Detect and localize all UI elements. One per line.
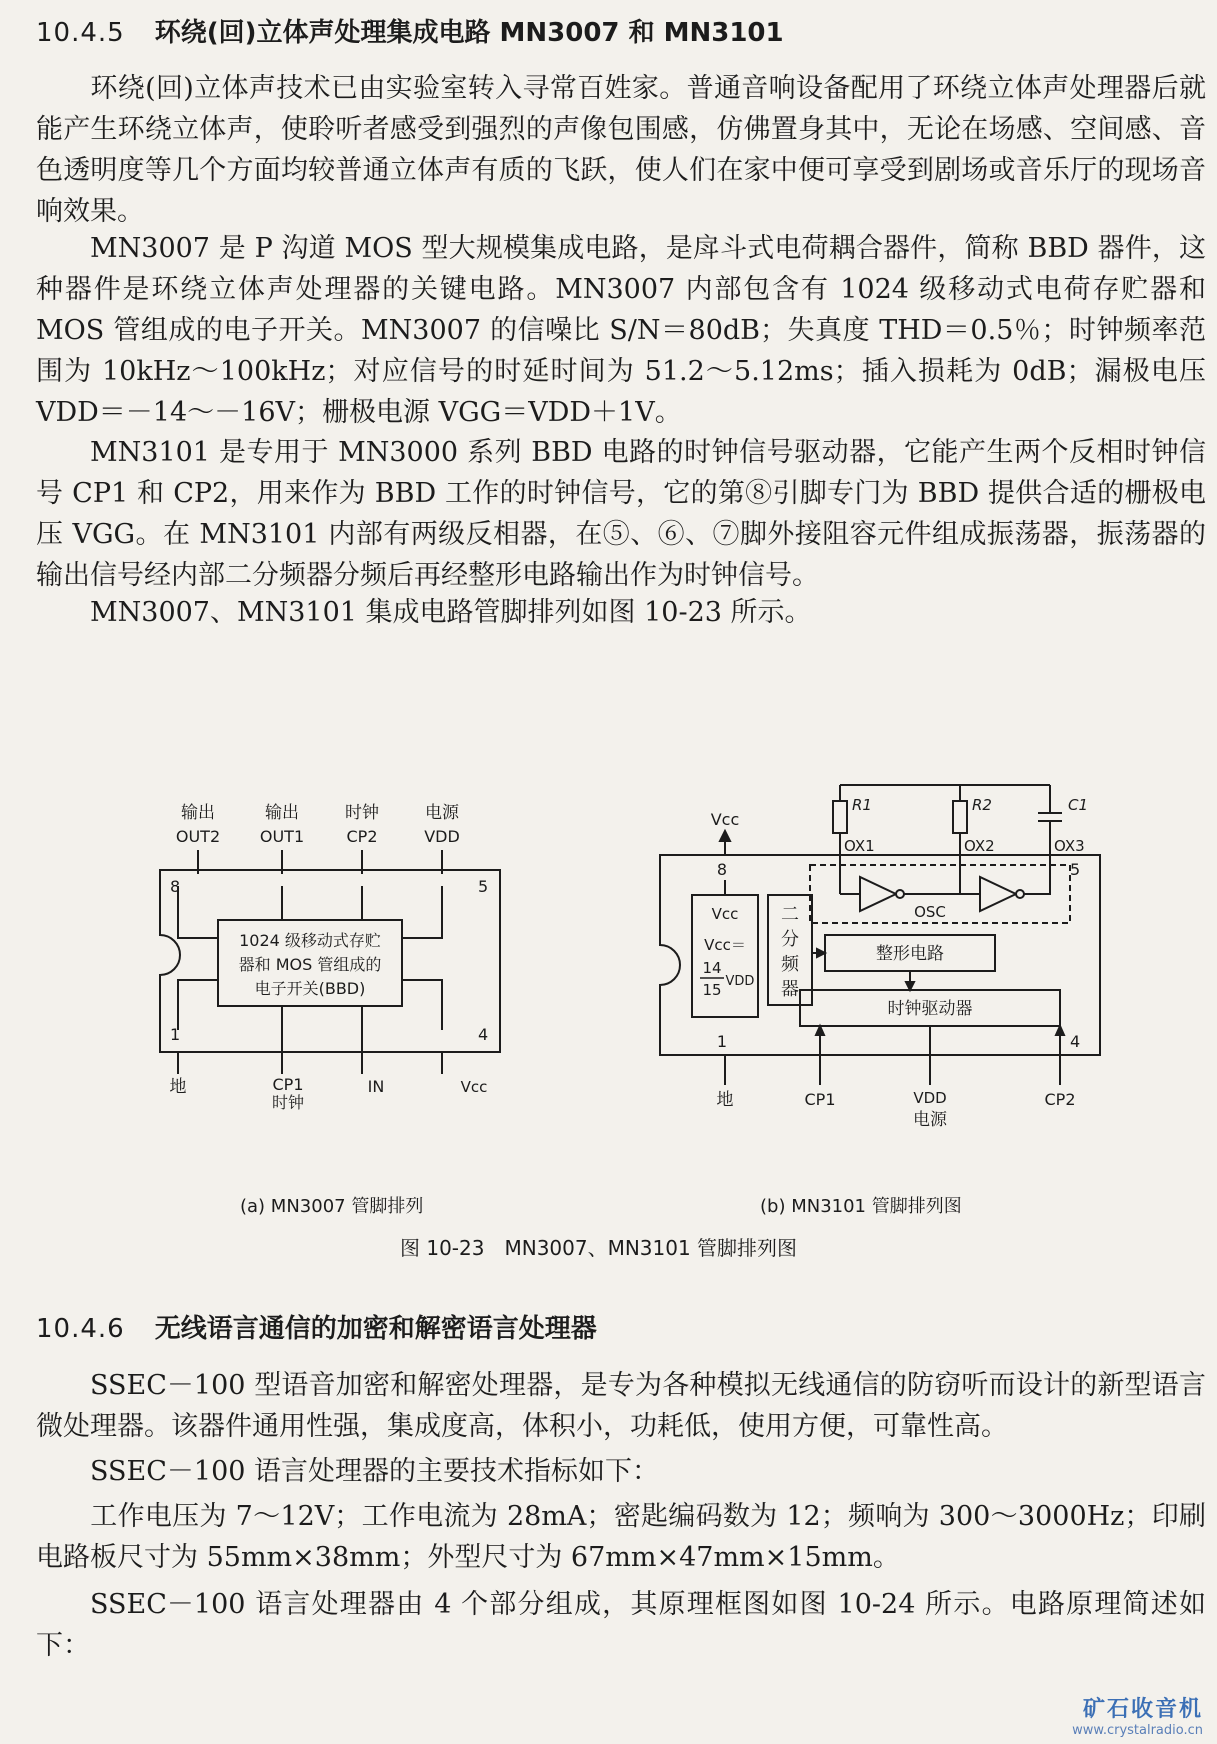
label-out2-cn: 输出 (181, 803, 215, 823)
pin-4: 4 (478, 1025, 489, 1044)
capacitor-gap (1037, 814, 1063, 820)
inverter-2-bubble (1016, 890, 1024, 898)
bbd-text-line3: 电子开关(BBD) (254, 979, 366, 998)
vcc-formula-label: Vcc＝ (704, 936, 746, 954)
section-number: 10.4.6 (36, 1314, 125, 1344)
paragraph-text: MN3101 是专用于 MN3000 系列 BBD 电路的时钟信号驱动器，它能产生两个反相时钟信号 CP1 和 CP2，用来作为 BBD 工作的时钟信号，它的第⑧引脚专门为 BBD 提供合适的栅极电压 VGG。在 MN3101 内部有两级反相器，在⑤、⑥、⑦脚外接阻容元件组成振荡器，振荡器的输出信号经内部二分频器分频后再经整形电路输出作为时钟信号。 (36, 437, 1206, 591)
arrow-icon (906, 982, 914, 990)
figure-a-caption: (a) MN3007 管脚排列 (240, 1196, 424, 1217)
paragraph-8 (36, 1584, 1206, 1666)
pin-8: 8 (170, 877, 181, 896)
label-power: 电源 (913, 1110, 947, 1130)
site-watermark (1072, 1692, 1203, 1738)
paragraph-5 (36, 1365, 1206, 1447)
section-heading-10-4-6 (36, 1308, 597, 1345)
pin-1: 1 (716, 1032, 728, 1051)
fraction-denominator: 15 (702, 981, 722, 999)
label-vcc-bottom: Vcc (460, 1078, 488, 1096)
paragraph-text: SSEC－100 语言处理器的主要技术指标如下： (90, 1456, 660, 1487)
label-vcc-top: Vcc (710, 810, 740, 829)
wire-ground (178, 980, 218, 1030)
wire-out2 (178, 886, 218, 938)
paragraph-3 (36, 432, 1206, 596)
label-in: IN (367, 1077, 385, 1096)
label-out1: OUT1 (259, 827, 305, 846)
section-heading-10-4-5 (36, 12, 784, 49)
label-ox2: OX2 (964, 837, 995, 855)
label-ground: 地 (169, 1077, 187, 1097)
resistor-r2 (953, 801, 967, 833)
section-title: 无线语言通信的加密和解密语言处理器 (154, 1314, 597, 1344)
vcc-block-label: Vcc (711, 905, 739, 923)
label-cp2: CP2 (1044, 1090, 1076, 1109)
arrow-icon (817, 949, 825, 957)
label-r1: R1 (852, 796, 872, 814)
label-cp1: CP1 (804, 1090, 836, 1109)
paragraph-text: 工作电压为 7～12V；工作电流为 28mA；密匙编码数为 12；频响为 300～3000Hz；印刷电路板尺寸为 55mm×38mm；外型尺寸为 67mm×47mm×15mm。 (36, 1501, 1206, 1573)
figure-caption: 图 10-23 MN3007、MN3101 管脚排列图 (400, 1236, 798, 1260)
osc-label: OSC (914, 903, 946, 921)
label-vdd-bottom: VDD (913, 1089, 947, 1107)
paragraph-text: SSEC－100 语言处理器由 4 个部分组成，其原理框图如图 10-24 所示。电路原理简述如下： (36, 1589, 1206, 1661)
paragraph-text: SSEC－100 型语音加密和解密处理器，是专为各种模拟无线通信的防窃听而设计的新型语言微处理器。该器件通用性强，集成度高，体积小，功耗低，使用方便，可靠性高。 (36, 1370, 1206, 1442)
label-vdd: VDD (424, 827, 460, 846)
shaper-label: 整形电路 (876, 944, 944, 964)
label-out1-cn: 输出 (265, 803, 299, 823)
paragraph-4 (36, 592, 1206, 633)
pin-1: 1 (170, 1025, 181, 1044)
paragraph-6 (36, 1451, 1206, 1492)
fraction-vdd: VDD (725, 974, 755, 989)
watermark-title: 矿石收音机 (1082, 1697, 1203, 1722)
label-r2: R2 (972, 796, 992, 814)
pin8-arrow-icon (720, 831, 730, 841)
pin-5: 5 (1070, 860, 1081, 879)
label-c1: C1 (1068, 796, 1089, 814)
mn3007-pinout-diagram (140, 790, 540, 1110)
divider-char-1: 二 (781, 904, 799, 925)
label-cp2: CP2 (346, 827, 378, 846)
paragraph-2 (36, 228, 1206, 433)
bbd-text-line1: 1024 级移动式存贮 (239, 931, 381, 950)
pin-4: 4 (1070, 1032, 1081, 1051)
inverter-1-bubble (896, 890, 904, 898)
driver-label: 时钟驱动器 (887, 999, 973, 1019)
pin-8: 8 (716, 860, 728, 879)
mn3101-pinout-diagram (650, 765, 1110, 1145)
arrow-icon (816, 1026, 824, 1035)
label-power-cn: 电源 (425, 803, 459, 823)
arrow-icon (1056, 1026, 1064, 1035)
resistor-r1 (833, 801, 847, 833)
watermark-url: www.crystalradio.cn (1072, 1723, 1203, 1738)
section-number: 10.4.5 (36, 18, 125, 48)
paragraph-text: MN3007、MN3101 集成电路管脚排列如图 10-23 所示。 (90, 597, 812, 628)
label-out2: OUT2 (175, 827, 221, 846)
figure-b-caption: (b) MN3101 管脚排列图 (760, 1196, 962, 1217)
label-cp1: CP1 (272, 1075, 304, 1094)
fraction-numerator: 14 (702, 959, 722, 977)
paragraph-text: 环绕(回)立体声技术已由实验室转入寻常百姓家。普通音响设备配用了环绕立体声处理器后就能产生环绕立体声，使聆听者感受到强烈的声像包围感，仿佛置身其中，无论在场感、空间感、音色透明度等几个方面均较普通立体声有质的飞跃，使人们在家中便可享受到剧场或音乐厅的现场音响效果。 (36, 73, 1206, 227)
inv2-to-ox3 (1024, 855, 1050, 894)
divider-char-3: 频 (781, 954, 799, 975)
divider-char-2: 分 (781, 929, 799, 950)
label-ox1: OX1 (844, 837, 875, 855)
label-clock-cn: 时钟 (345, 803, 379, 823)
section-title: 环绕(回)立体声处理集成电路 MN3007 和 MN3101 (154, 18, 784, 48)
paragraph-text: MN3007 是 P 沟道 MOS 型大规模集成电路，是戽斗式电荷耦合器件，简称 BBD 器件，这种器件是环绕立体声处理器的关键电路。MN3007 内部包含有 1024 级移动式电荷存贮器和 MOS 管组成的电子开关。MN3007 的信噪比 S/N＝80dB；失真度 THD＝0.5％；时钟频率范围为 10kHz～100kHz；对应信号的时延时间为 51.2～5.12ms；插入损耗为 0dB；漏极电压 VDD＝－14～－16V；栅极电源 VGG＝VDD＋1V。 (36, 233, 1206, 428)
paragraph-1 (36, 68, 1206, 232)
pin-5: 5 (478, 877, 489, 896)
paragraph-7 (36, 1496, 1206, 1578)
inverter-2 (980, 877, 1016, 911)
wire-vcc (402, 980, 442, 1030)
label-ground: 地 (716, 1090, 734, 1110)
wire-vdd (402, 886, 442, 938)
label-clock-bottom: 时钟 (271, 1093, 305, 1110)
divider-char-4: 器 (781, 979, 799, 1000)
inverter-1 (860, 877, 896, 911)
bbd-text-line2: 器和 MOS 管组成的 (238, 955, 382, 974)
label-ox3: OX3 (1054, 837, 1085, 855)
